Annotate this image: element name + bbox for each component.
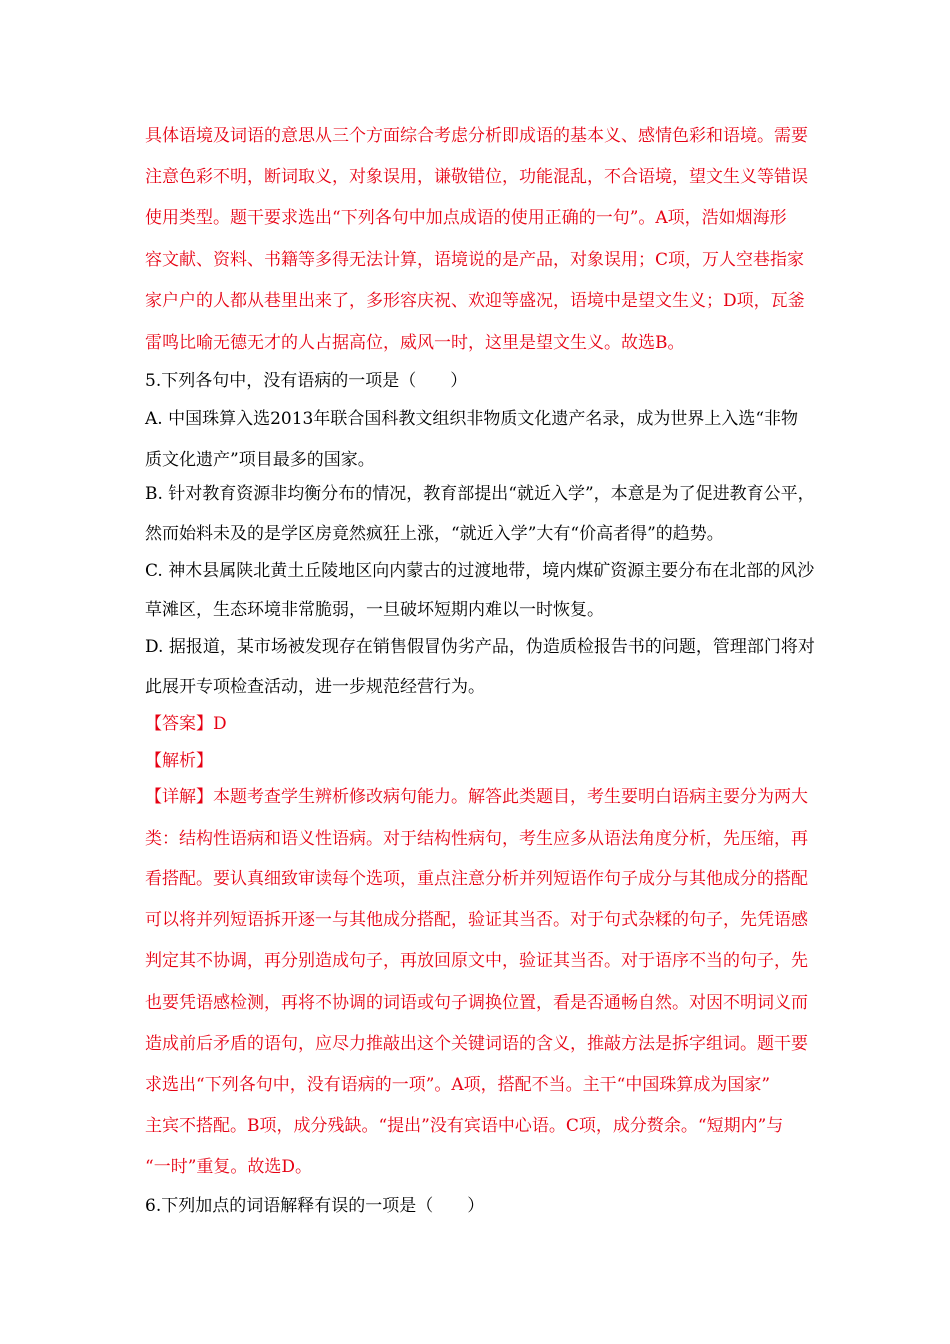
detail-line-10: “一时”重复。故选D。 — [145, 1157, 313, 1177]
detail-line-5: 判定其不协调，再分别造成句子，再放回原文中，验证其当否。对于语序不当的句子，先 — [145, 951, 808, 971]
option-d-line-1: D. 据报道，某市场被发现存在销售假冒伪劣产品，伪造质检报告书的问题，管理部门将对 — [145, 637, 815, 657]
answer-label: 【答案】D — [145, 714, 227, 734]
detail-line-7: 造成前后矛盾的语句，应尽力推敲出这个关键词语的含义，推敲方法是拆字组词。题干要 — [145, 1034, 808, 1054]
analysis-line-5: 家户户的人都从巷里出来了，多形容庆祝、欢迎等盛况，语境中是望文生义；D项，瓦釜 — [145, 291, 805, 311]
option-d-line-2: 此展开专项检查活动，进一步规范经营行为。 — [145, 677, 485, 697]
detail-line-1: 【详解】本题考查学生辨析修改病句能力。解答此类题目，考生要明白语病主要分为两大 — [145, 787, 808, 807]
detail-line-9: 主宾不搭配。B项，成分残缺。“提出”没有宾语中心语。C项，成分赘余。“短期内”与 — [145, 1116, 784, 1136]
analysis-line-3: 使用类型。题干要求选出“下列各句中加点成语的使用正确的一句”。A项，浩如烟海形 — [145, 208, 787, 228]
detail-line-2: 类：结构性语病和语义性语病。对于结构性病句，考生应多从语法角度分析，先压缩，再 — [145, 829, 808, 849]
option-b-line-1: B. 针对教育资源非均衡分布的情况，教育部提出“就近入学”，本意是为了促进教育公平， — [145, 484, 815, 504]
option-c-line-1: C. 神木县属陕北黄土丘陵地区向内蒙古的过渡地带，境内煤矿资源主要分布在北部的风沙 — [145, 561, 815, 581]
detail-line-8: 求选出“下列各句中，没有语病的一项”。A项，搭配不当。主干“中国珠算成为国家” — [145, 1075, 771, 1095]
option-c-line-2: 草滩区，生态环境非常脆弱，一旦破坏短期内难以一时恢复。 — [145, 600, 604, 620]
option-b-line-2: 然而始料未及的是学区房竟然疯狂上涨，“就近入学”大有“价高者得”的趋势。 — [145, 524, 724, 544]
analysis-line-1: 具体语境及词语的意思从三个方面综合考虑分析即成语的基本义、感情色彩和语境。需要 — [145, 126, 808, 146]
option-a-line-1: A. 中国珠算入选2013年联合国科教文组织非物质文化遗产名录，成为世界上入选“非物 — [145, 409, 799, 429]
question-6-stem: 6.下列加点的词语解释有误的一项是（ ） — [145, 1196, 485, 1216]
analysis-line-6: 雷鸣比喻无德无才的人占据高位，威风一时，这里是望文生义。故选B。 — [145, 333, 685, 353]
detail-line-4: 可以将并列短语拆开逐一与其他成分搭配，验证其当否。对于句式杂糅的句子，先凭语感 — [145, 910, 808, 930]
detail-line-3: 看搭配。要认真细致审读每个选项，重点注意分析并列短语作句子成分与其他成分的搭配 — [145, 869, 808, 889]
analysis-line-4: 容文献、资料、书籍等多得无法计算，语境说的是产品，对象误用；C项，万人空巷指家 — [145, 250, 805, 270]
detail-line-6: 也要凭语感检测，再将不协调的词语或句子调换位置，看是否通畅自然。对因不明词义而 — [145, 993, 808, 1013]
option-a-line-2: 质文化遗产”项目最多的国家。 — [145, 450, 375, 470]
analysis-label: 【解析】 — [145, 751, 213, 771]
analysis-line-2: 注意色彩不明，断词取义，对象误用，谦敬错位，功能混乱，不合语境，望文生义等错误 — [145, 167, 808, 187]
question-5-stem: 5.下列各句中，没有语病的一项是（ ） — [145, 371, 468, 391]
